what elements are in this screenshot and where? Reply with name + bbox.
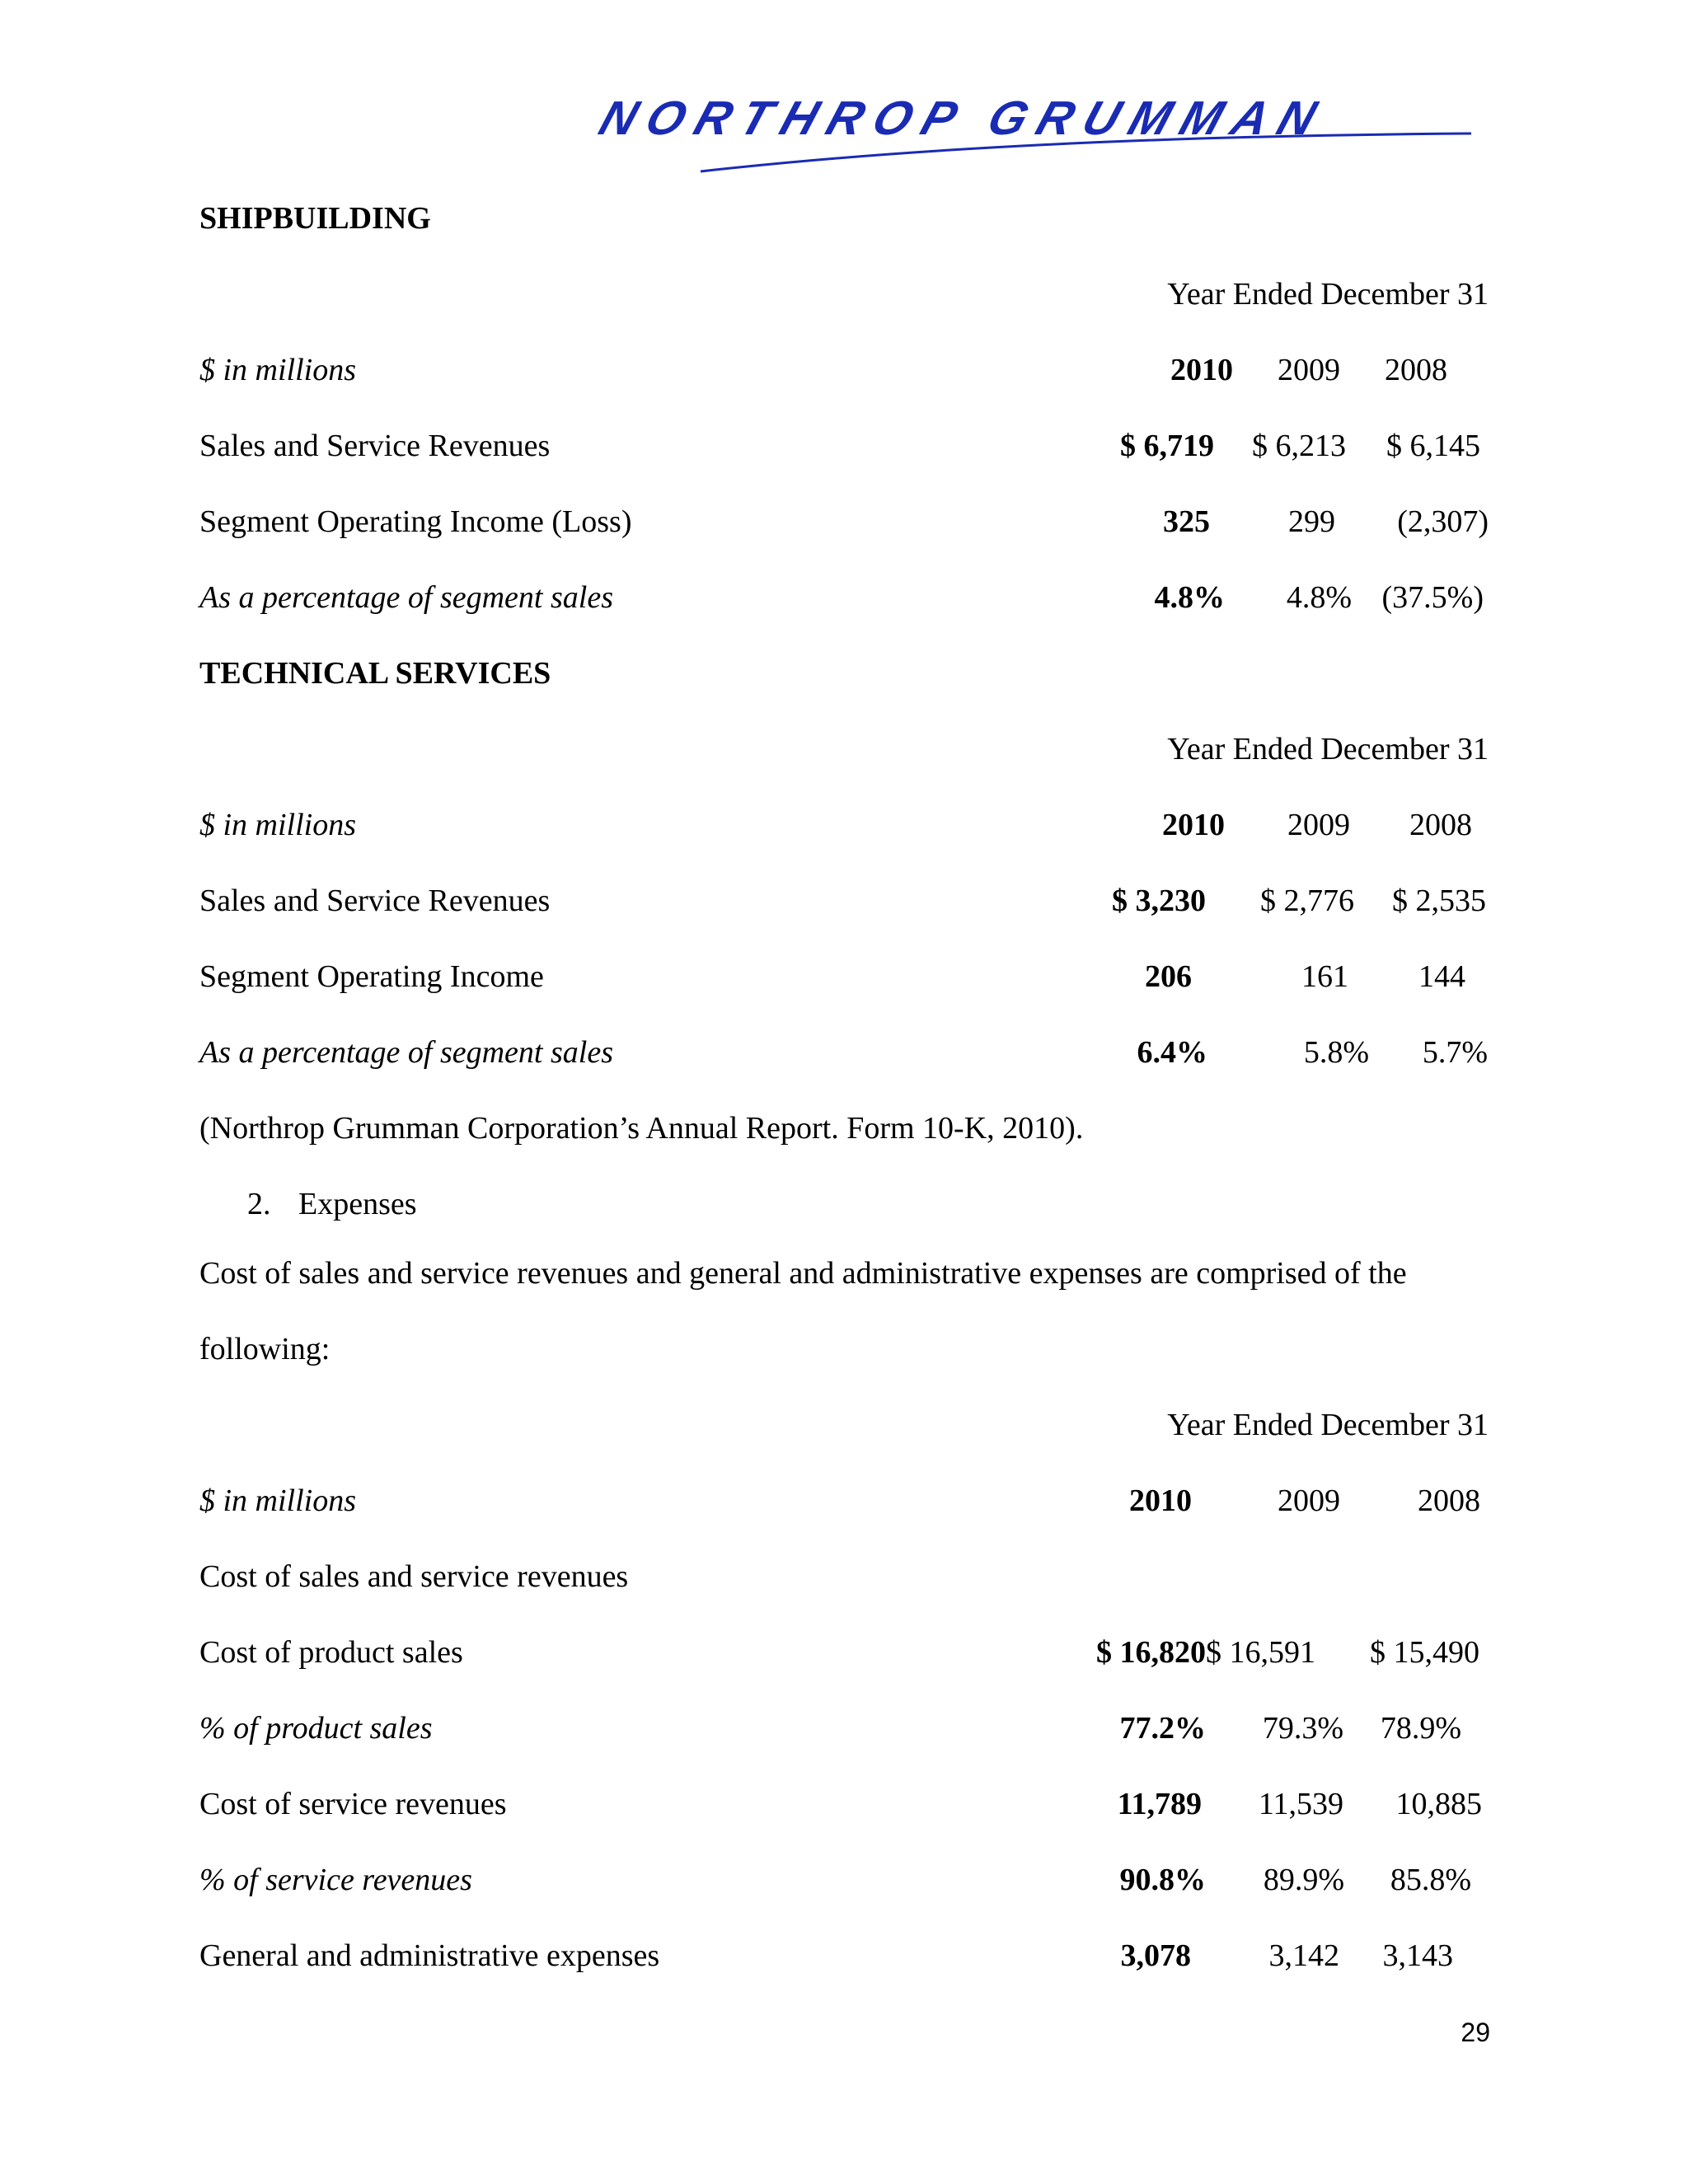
value-2010: 325 [1163,504,1210,539]
row-label: Cost of sales and service revenues [199,1559,629,1594]
value-2010: $ 6,719 [1120,429,1214,463]
value-2009: 161 [1301,959,1348,994]
expenses-period: Year Ended December 31 [1167,1408,1489,1442]
value-2010: 90.8% [1119,1863,1206,1897]
logo-wordmark: NORTHROP GRUMMAN [593,91,1334,145]
value-2008: 10,885 [1395,1787,1482,1821]
section-title: Expenses [298,1187,417,1221]
value-2010: 77.2% [1119,1711,1206,1746]
value-2010: 4.8% [1154,580,1225,615]
value-2009: $ 2,776 [1260,883,1354,918]
year-2008: 2008 [1418,1483,1480,1518]
paragraph-line: following: [199,1332,331,1366]
value-2009: 11,539 [1258,1787,1343,1821]
value-2008: (2,307) [1397,504,1489,539]
value-2010: 6.4% [1137,1035,1207,1070]
row-label: Sales and Service Revenues [199,883,551,918]
row-label: As a percentage of segment sales [199,580,613,615]
year-2009: 2009 [1278,353,1340,387]
row-label: $ in millions [199,353,357,387]
row-label: Cost of service revenues [199,1787,507,1821]
technical-period: Year Ended December 31 [1167,732,1489,766]
value-2008: 144 [1418,959,1465,994]
row-label: $ in millions [199,808,357,842]
year-2008: 2008 [1385,353,1447,387]
value-2009: $ 16,591 [1206,1635,1315,1670]
year-2009: 2009 [1278,1483,1340,1518]
row-label: Segment Operating Income [199,959,544,994]
row-label: % of service revenues [199,1863,472,1897]
row-label: $ in millions [199,1483,357,1518]
citation: (Northrop Grumman Corporation’s Annual Report. Form 10-K, 2010). [199,1111,1084,1146]
row-label: Cost of product sales [199,1635,463,1670]
page-number: 29 [1461,2018,1490,2047]
value-2009: 299 [1288,504,1335,539]
value-2010: 11,789 [1117,1787,1202,1821]
value-2010: $ 16,820 [1096,1635,1206,1670]
row-label: % of product sales [199,1711,433,1746]
shipbuilding-heading: SHIPBUILDING [199,201,431,236]
row-label: As a percentage of segment sales [199,1035,613,1070]
value-2009: 4.8% [1286,580,1352,615]
year-2010: 2010 [1129,1483,1192,1518]
value-2008: 3,143 [1382,1938,1453,1973]
row-label: Segment Operating Income (Loss) [199,504,632,539]
value-2008: $ 15,490 [1370,1635,1479,1670]
value-2009: 79.3% [1262,1711,1343,1746]
value-2010: $ 3,230 [1112,883,1206,918]
value-2010: 206 [1145,959,1192,994]
value-2008: (37.5%) [1381,580,1484,615]
year-2008: 2008 [1409,808,1472,842]
paragraph-line: Cost of sales and service revenues and general and administrative expenses are comprised of the [199,1256,1407,1291]
value-2009: 3,142 [1268,1938,1339,1973]
row-label: Sales and Service Revenues [199,429,551,463]
value-2008: 85.8% [1390,1863,1471,1897]
technical-services-heading: TECHNICAL SERVICES [199,656,551,691]
year-2009: 2009 [1287,808,1350,842]
northrop-grumman-logo [577,91,1484,181]
year-2010: 2010 [1162,808,1225,842]
value-2010: 3,078 [1120,1938,1191,1973]
logo-swoosh [577,91,1484,181]
value-2009: $ 6,213 [1252,429,1346,463]
value-2008: $ 2,535 [1392,883,1486,918]
value-2009: 5.8% [1303,1035,1369,1070]
section-number: 2. [247,1187,271,1221]
year-2010: 2010 [1170,353,1233,387]
row-label: General and administrative expenses [199,1938,660,1973]
shipbuilding-period: Year Ended December 31 [1167,277,1489,312]
value-2008: 5.7% [1422,1035,1488,1070]
value-2008: 78.9% [1380,1711,1461,1746]
value-2008: $ 6,145 [1386,429,1480,463]
value-2009: 89.9% [1263,1863,1344,1897]
